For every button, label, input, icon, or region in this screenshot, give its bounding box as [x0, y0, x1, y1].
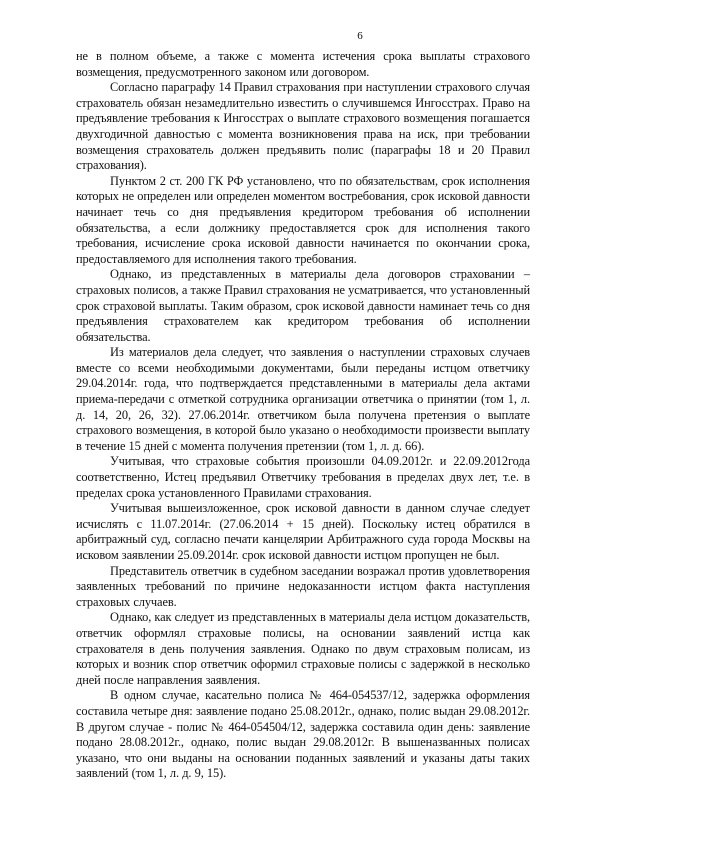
- paragraph-defendant-objection: Представитель ответчик в судебном заседании возражал против удовлетворения заявленных требований по причине недоказанности истцом факта наступления страховых случаев.: [76, 563, 530, 609]
- paragraph-insured-events: Учитывая, что страховые события произошли 04.09.2012г. и 22.09.2012года соответственно, Истец предъявил Ответчику требования в пределах двух лет, т.е. в пределах срока установленного Правилами страхования.: [76, 454, 530, 500]
- document-body: [76, 49, 530, 782]
- paragraph-continuation: не в полном объеме, а также с момента истечения срока выплаты страхового возмещения, предусмотренного законом или договором.: [76, 49, 530, 79]
- paragraph-limitation-calculation: Учитывая вышеизложенное, срок исковой давности в данном случае следует исчислять с 11.07.2014г. (27.06.2014 + 15 дней). Поскольку истец обратился в арбитражный суд, согласно печати канцелярии Арбитражного суда города Москвы на исковом заявлении 25.09.2014г. срок исковой давности истцом пропущен не был.: [76, 501, 530, 562]
- paragraph-policy-delays: В одном случае, касательно полиса № 464-054537/12, задержка оформления составила четыре дня: заявление подано 25.08.2012г., однако, полис выдан 29.08.2012г. В другом случае - полис № 464-054504/12, задержка составила один день: заявление подано 28.08.2012г., однако, полис выдан 29.08.2012г. В вышеназванных полисах указано, что они выданы на основании поданных заявлений и указаны даты таких заявлений (том 1, л. д. 9, 15).: [76, 688, 530, 781]
- paragraph-insurance-rules: Согласно параграфу 14 Правил страхования при наступлении страхового случая страхователь обязан незамедлительно известить о случившемся Ингосстрах. Право на предъявление требования к Ингосстрах о выплате страхового возмещения погашается двухгодичной давностью с момента возникновения права на иск, при требовании возмещения страхователь должен предъявить полис (параграфы 18 и 20 Правил страхования).: [76, 80, 530, 173]
- paragraph-civil-code-article-200: Пунктом 2 ст. 200 ГК РФ установлено, что по обязательствам, срок исполнения которых не определен или определен моментом востребования, срок исковой давности начинает течь со дня предъявления кредитором требования об исполнении обязательства, а если должнику предоставляется срок для исполнения такого требования, исчисление срока исковой давности начинается по окончании срока, предоставляемого для исполнения такого требования.: [76, 173, 530, 266]
- paragraph-case-materials: Из материалов дела следует, что заявления о наступлении страховых случаев вместе со всеми необходимыми документами, были переданы истцом ответчику 29.04.2014г. года, что подтверждается представленными в материалы дела актами приема-передачи с отметкой сотрудника организации ответчика о принятии (том 1, л. д. 14, 20, 26, 32). 27.06.2014г. ответчиком была получена претензия о выплате страхового возмещения, в которой было указано о необходимости произвести выплату в течение 15 дней с момента получения претензии (том 1, л. д. 66).: [76, 345, 530, 453]
- page-number: 6: [357, 30, 363, 42]
- paragraph-policy-issuance: Однако, как следует из представленных в материалы дела истцом доказательств, ответчик оформлял страховые полисы, на основании заявлений истца как страхователя в день получения заявления. Однако по двум страховым полисам, из которых и возник спор ответчик оформил страховые полисы с задержкой в несколько дней после направления заявления.: [76, 610, 530, 687]
- paragraph-limitation-start: Однако, из представленных в материалы дела договоров страховании – страховых полисов, а также Правил страхования не усматривается, что установленный срок страховой выплаты. Таким образом, срок исковой давности наминает течь со дня предъявления страхователем как кредитором требования об исполнении обязательства.: [76, 267, 530, 344]
